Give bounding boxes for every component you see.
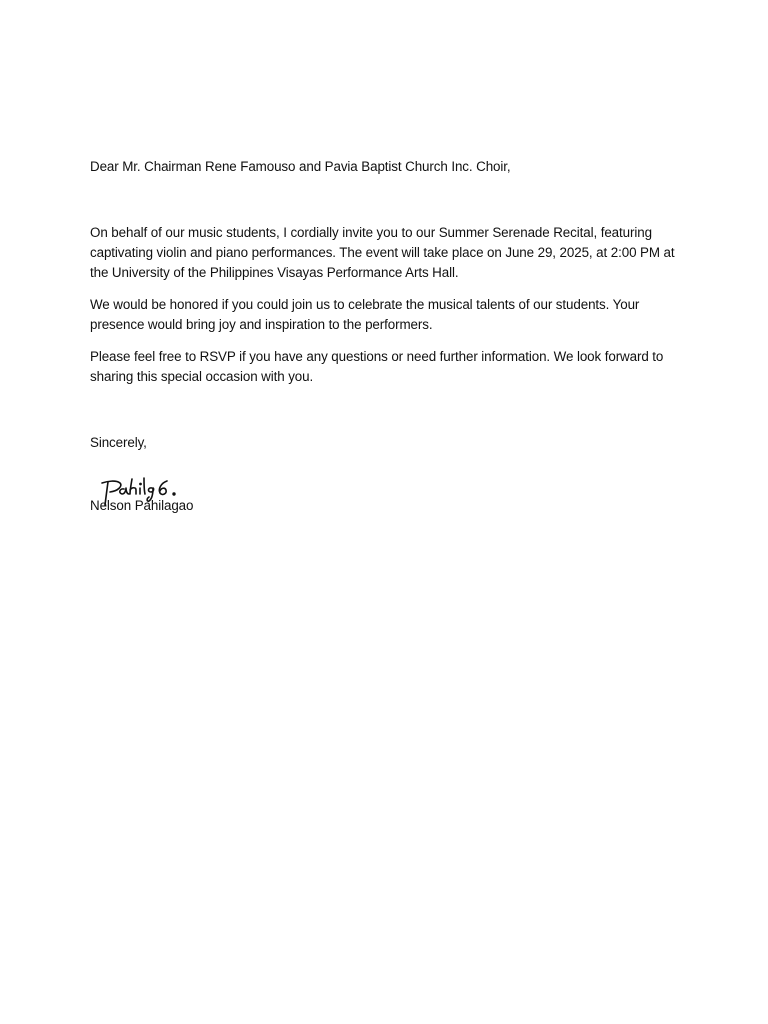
paragraph-rsvp: Please feel free to RSVP if you have any questions or need further information. We look forward to sharing this special occasion with you. [90, 349, 664, 384]
signer-name: Nelson Pahilagao [90, 498, 194, 513]
salutation: Dear Mr. Chairman Rene Famouso and Pavia Baptist Church Inc. Choir, [90, 159, 511, 174]
closing: Sincerely, [90, 435, 147, 450]
invitation-letter [90, 157, 690, 523]
signature-block [90, 483, 690, 523]
paragraph-honored: We would be honored if you could join us to celebrate the musical talents of our students. Your presence would bring joy and inspiration to the performers. [90, 297, 640, 332]
paragraph-invitation: On behalf of our music students, I cordially invite you to our Summer Serenade Recital, featuring captivating violin and piano performances. The event will take place on June 29, 2025, at 2:00 PM at the University of the Philippines Visayas Performance Arts Hall. [90, 225, 675, 280]
